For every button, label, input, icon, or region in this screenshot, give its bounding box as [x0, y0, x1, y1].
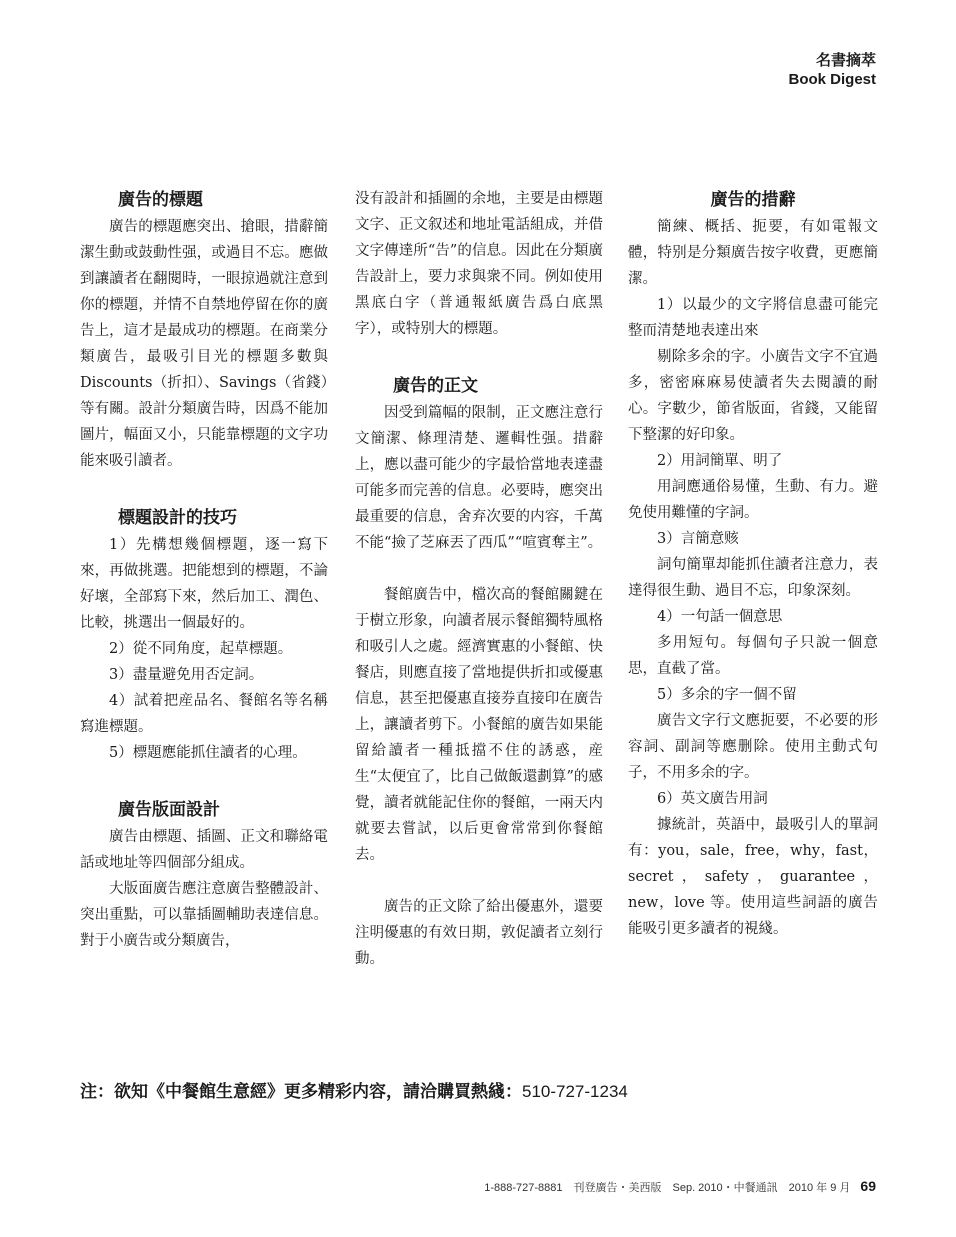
paragraph: 因受到篇幅的限制，正文應注意行文簡潔、條理清楚、邏輯性强。措辭上，應以盡可能少的字最恰當地表達盡可能多而完善的信息。必要時，應突出最重要的信息，舍弃次要的内容，千萬不能“撿了芝麻丟了西瓜”“喧賓奪主”。: [355, 405, 603, 551]
heading-ad-wording: 廣告的措辭: [710, 190, 796, 210]
column-2: [355, 186, 603, 972]
list-item: 2）從不同角度，起草標題。: [109, 641, 293, 657]
paragraph: 剔除多余的字。小廣告文字不宜過多，密密麻麻易使讀者失去閱讀的耐心。字數少，節省版面，省錢，又能留下整潔的好印象。: [628, 349, 878, 443]
note-phone: 510-727-1234: [522, 1082, 628, 1101]
paragraph: 没有設計和插圖的余地，主要是由標題文字、正文叙述和地址電話組成，并借文字傳達所“告”的信息。因此在分類廣告設計上，要力求與衆不同。例如使用黑底白字（普通報紙廣告爲白底黑字），或特别大的標題。: [355, 191, 603, 337]
paragraph: 廣告的標題應突出、搶眼，措辭簡潔生動或鼓動性强，或過目不忘。應做到讓讀者在翻閱時，一眼掠過就注意到你的標題，并情不自禁地停留在你的廣告上，這才是最成功的標題。在商業分類廣告，最吸引目光的標題多數與 Discounts（折扣）、Savings（省錢）等有關。設計分類廣告時，因爲不能加圖片，幅面又小，只能靠標題的文字功能來吸引讀者。: [80, 219, 328, 469]
paragraph: 廣告文字行文應扼要，不必要的形容詞、副詞等應删除。使用主動式句子，不用多余的字。: [628, 713, 878, 781]
subheading: 3）言簡意赅: [657, 531, 739, 547]
footer-text: 1-888-727-8881 刊登廣告・美西版 Sep. 2010・中餐通訊 2010 年 9 月: [484, 1182, 851, 1194]
list-item: 5）標題應能抓住讀者的心理。: [109, 745, 307, 761]
paragraph: 廣告由標題、插圖、正文和聯絡電話或地址等四個部分組成。: [80, 829, 328, 871]
list-item: 4）試着把産品名、餐館名等名稱寫進標題。: [80, 693, 328, 735]
heading-title-techniques: 標題設計的技巧: [118, 508, 237, 528]
page-number: 69: [860, 1178, 876, 1194]
paragraph: 大版面廣告應注意廣告整體設計、突出重點，可以靠插圖輔助表達信息。對于小廣告或分類廣告，: [80, 881, 328, 949]
column-3: [628, 186, 878, 942]
column-1: [80, 186, 328, 954]
paragraph: 廣告的正文除了給出優惠外，還要注明優惠的有效日期，敦促讀者立刻行動。: [355, 899, 603, 967]
subheading: 6）英文廣告用詞: [657, 791, 768, 807]
paragraph: 多用短句。每個句子只說一個意思，直截了當。: [628, 635, 878, 677]
section-title-zh: 名書摘萃: [815, 51, 876, 69]
subheading: 5）多余的字一個不留: [657, 687, 797, 703]
subheading: 1）以最少的文字將信息盡可能完整而清楚地表達出來: [628, 297, 878, 339]
subheading: 4）一句話一個意思: [657, 609, 783, 625]
heading-ad-title: 廣告的標題: [118, 190, 203, 210]
page-header: [788, 50, 876, 90]
subheading: 2）用詞簡單、明了: [657, 453, 783, 469]
book-note: [80, 1080, 628, 1104]
heading-layout-design: 廣告版面設計: [118, 800, 220, 820]
paragraph: 據統計，英語中，最吸引人的單詞有：you，sale，free，why，fast，secret，safety，guarantee，new，love 等。使用這些詞語的廣告能吸引更多讀者的視綫。: [628, 817, 878, 937]
heading-ad-body: 廣告的正文: [393, 376, 478, 396]
section-title-en: Book Digest: [788, 71, 876, 88]
paragraph: 餐館廣告中，檔次高的餐館關鍵在于樹立形象，向讀者展示餐館獨特風格和吸引人之處。經濟實惠的小餐館、快餐店，則應直接了當地提供折扣或優惠信息，甚至把優惠直接券直接印在廣告上，讓讀者剪下。小餐館的廣告如果能留給讀者一種抵擋不住的誘惑，産生“太便宜了，比自己做飯還劃算”的感覺，讀者就能記住你的餐館，一兩天内就要去嘗試，以后更會常常到你餐館去。: [355, 587, 603, 863]
paragraph: 用詞應通俗易懂，生動、有力。避免使用難懂的字詞。: [628, 479, 878, 521]
page-footer: [484, 1177, 876, 1197]
paragraph: 詞句簡單却能抓住讀者注意力，表達得很生動、過目不忘，印象深刻。: [628, 557, 878, 599]
list-item: 3）盡量避免用否定詞。: [109, 667, 264, 683]
paragraph: 簡練、概括、扼要，有如電報文體，特别是分類廣告按字收費，更應簡潔。: [628, 219, 878, 287]
list-item: 1）先構想幾個標題，逐一寫下來，再做挑選。把能想到的標題，不論好壞，全部寫下來，然后加工、潤色、比較，挑選出一個最好的。: [80, 537, 328, 631]
note-text: 注：欲知《中餐館生意經》更多精彩内容，請洽購買熱綫：: [80, 1082, 522, 1102]
